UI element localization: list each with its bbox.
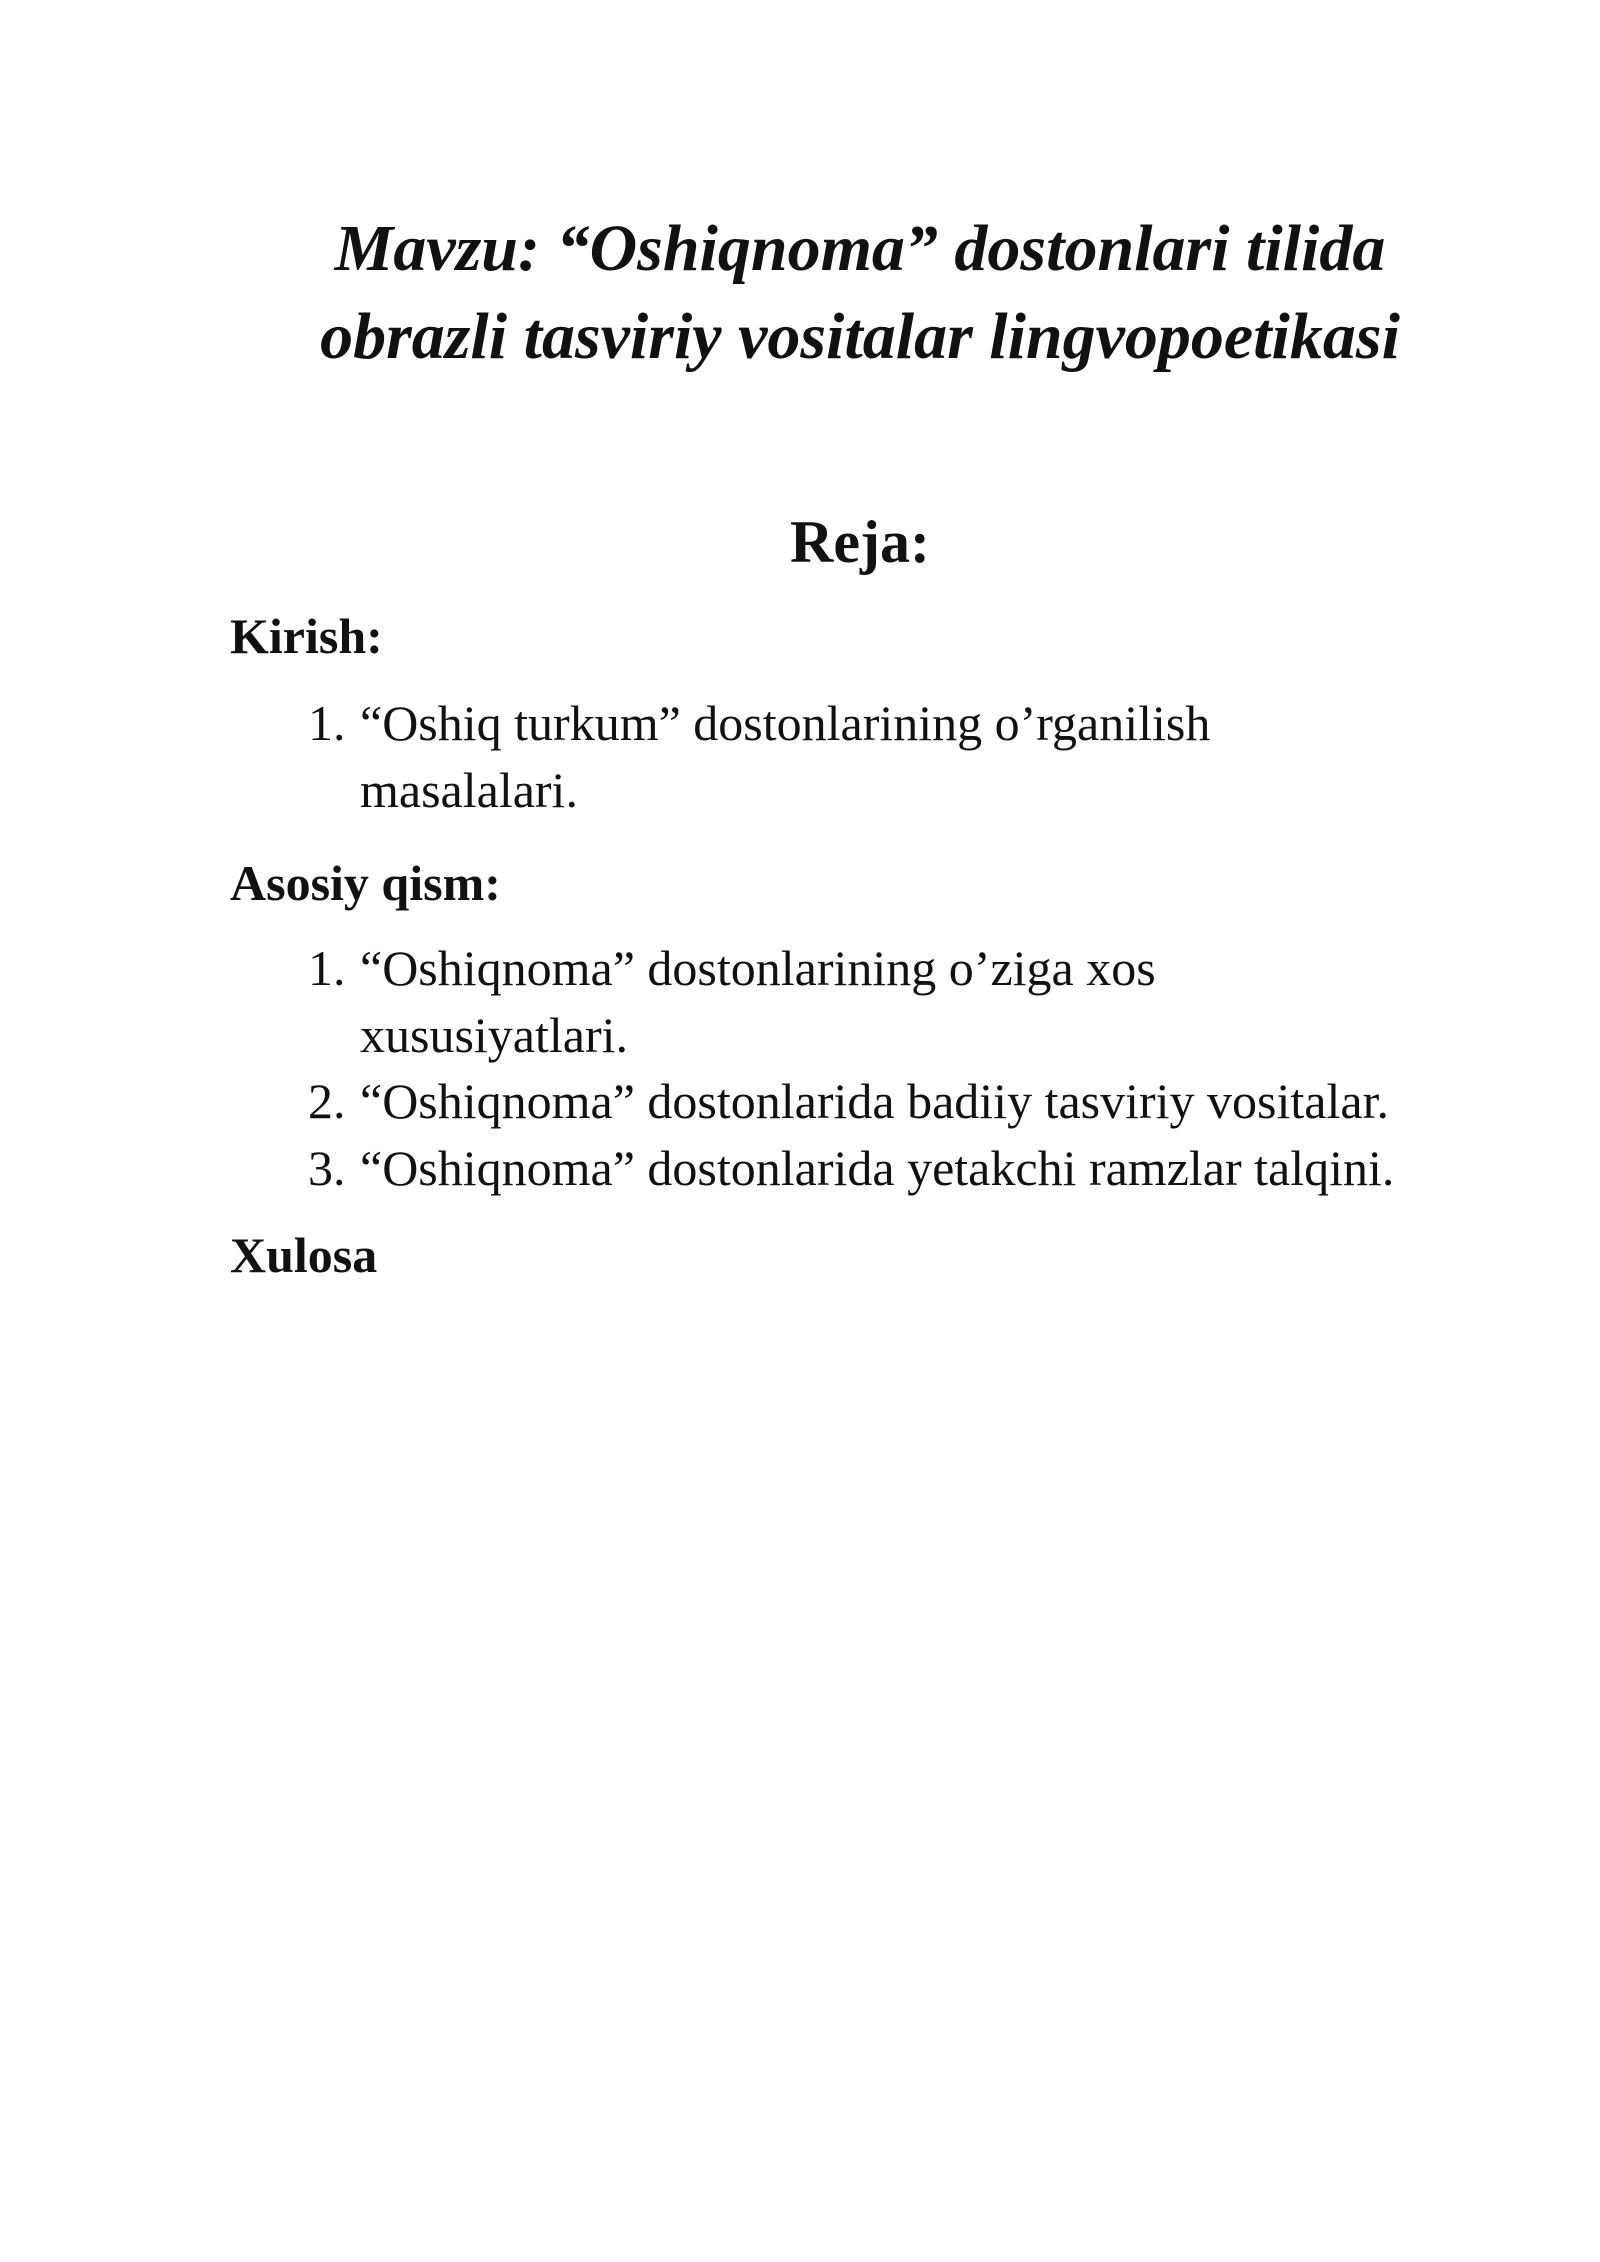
document-title [200, 205, 1520, 381]
list-item [308, 1135, 1600, 1202]
list-item-text: “Oshiqnoma” dostonlarida badiiy tasviriy vositalar. [360, 1073, 1389, 1129]
list-item [308, 1068, 1600, 1135]
list-item-number: 2. [308, 1073, 346, 1129]
section-heading-conclusion: Xulosa [230, 1227, 378, 1283]
title-line-1: Mavzu: “Oshiqnoma” dostonlari tilida [334, 212, 1386, 285]
section-heading-intro: Kirish: [230, 608, 383, 664]
list-item [308, 690, 1360, 824]
list-item-text: “Oshiqnoma” dostonlarida yetakchi ramzlar talqini. [360, 1140, 1395, 1196]
list-item-number: 1. [308, 940, 346, 996]
title-line-2: obrazli tasviriy vositalar lingvopoetikasi [320, 300, 1400, 373]
list-item-text: “Oshiqnoma” dostonlarining o’ziga xos xususiyatlari. [360, 940, 1156, 1063]
section-heading-main: Asosiy qism: [230, 855, 501, 911]
list-item [308, 935, 1320, 1069]
list-item-number: 3. [308, 1140, 346, 1196]
list-item-text: “Oshiq turkum” dostonlarining o’rganilish masalalari. [360, 695, 1211, 818]
list-item-number: 1. [308, 695, 346, 751]
plan-heading: Reja: [790, 509, 930, 575]
